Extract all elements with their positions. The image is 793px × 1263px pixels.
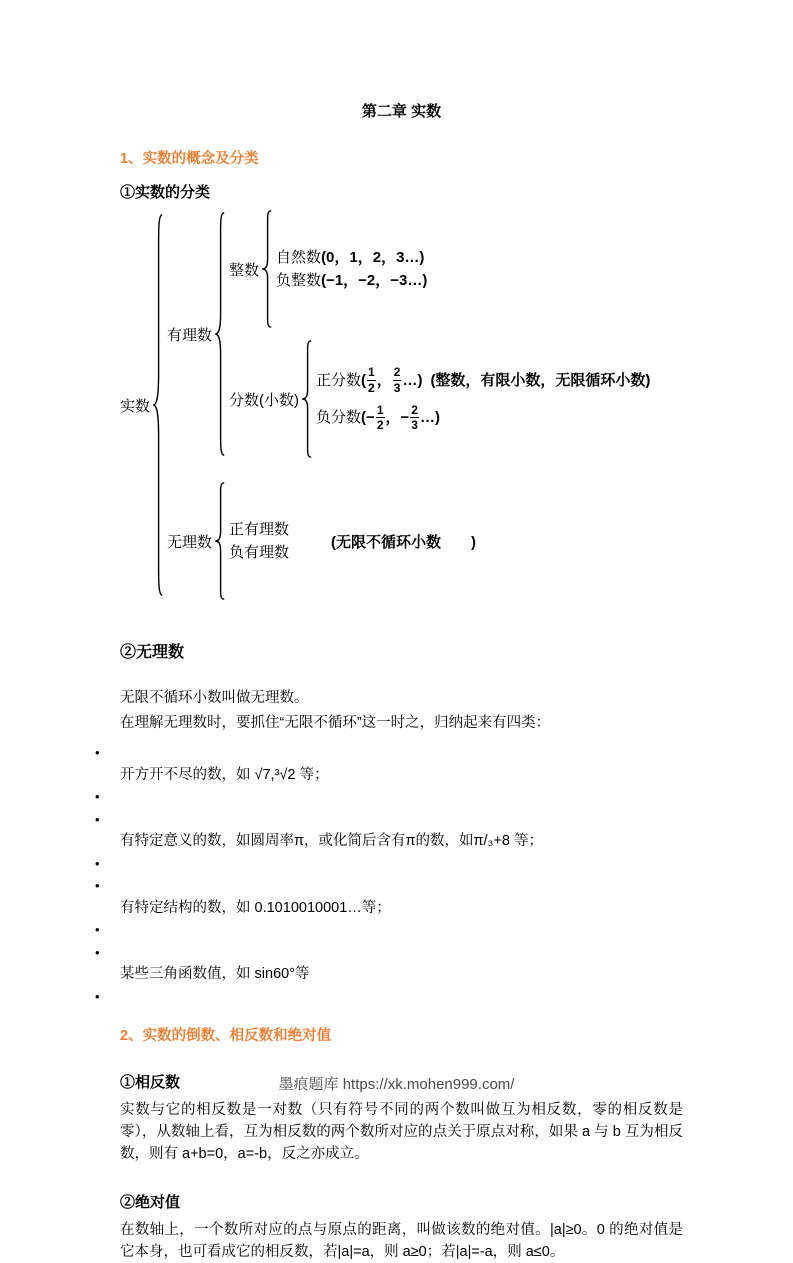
natural-numbers-line	[276, 247, 427, 268]
fraction-label: 分数(小数)	[229, 391, 300, 409]
absolute-value-block	[120, 1191, 683, 1263]
negative-integers-values: (−1，−2，−3…)	[321, 272, 428, 289]
negative-fraction-line	[316, 400, 650, 436]
classification-diagram	[120, 209, 683, 601]
positive-fraction-line	[316, 362, 650, 398]
section2-heading: 2、实数的倒数、相反数和绝对值	[120, 1028, 332, 1044]
negative-fraction-label: 负分数	[316, 409, 362, 427]
irrational-definition: 无限不循环小数叫做无理数。	[120, 690, 309, 706]
brace-icon	[152, 209, 164, 601]
separator: ，	[376, 371, 392, 389]
irrational-intro: 在理解无理数时，要抓住“无限不循环”这一时之，归纳起来有四类：	[120, 715, 551, 731]
list-bullet-row	[95, 786, 683, 809]
list-item-text: 某些三角函数值，如 sin60°等	[120, 966, 310, 982]
section1-heading: 1、实数的概念及分类	[120, 151, 259, 167]
absolute-body: 在数轴上，一个数所对应的点与原点的距离，叫做该数的绝对值。|a|≥0。0 的绝对值是它本身，也可看成它的相反数，若|a|=a，则 a≥0；若|a|=-a，则 a≤0。	[120, 1222, 683, 1260]
list-bullet-row	[95, 875, 683, 898]
positive-irrational-line: 正有理数	[229, 521, 290, 538]
bullet-icon: •	[95, 988, 100, 1004]
bullet-icon: •	[95, 811, 100, 827]
integer-node	[229, 209, 650, 329]
irrational-subheading: ②无理数	[120, 644, 185, 661]
brace-icon	[214, 209, 226, 459]
real-number-label: 实数	[120, 397, 151, 415]
list-bullet-row	[95, 986, 683, 1009]
bullet-icon: •	[95, 855, 100, 871]
bullet-icon: •	[95, 878, 100, 893]
bullet-icon: •	[95, 789, 100, 804]
list-bullet-row	[95, 742, 683, 765]
list-bullet-row	[95, 919, 683, 942]
list-item	[120, 765, 683, 787]
fraction-one-half: $\frac{1}{2}$	[368, 365, 375, 395]
paren: …)	[402, 371, 423, 389]
absolute-subheading: ②绝对值	[120, 1194, 181, 1211]
opposite-subheading: ①相反数	[120, 1074, 181, 1091]
list-bullet-row	[95, 809, 683, 832]
natural-numbers-label: 自然数	[276, 249, 322, 266]
watermark-text: 墨痕题库 https://xk.mohen999.com/	[278, 1076, 515, 1093]
irrational-label: 无理数	[167, 533, 213, 551]
classification-subheading: ①实数的分类	[120, 184, 211, 201]
rational-label: 有理数	[167, 326, 213, 344]
real-number-node	[120, 209, 683, 601]
list-item-text: 有特定结构的数，如 0.1010010001…等；	[120, 899, 391, 916]
irrational-types-list	[95, 742, 683, 1008]
decimal-note: (整数，有限小数，无限循环小数)	[430, 371, 651, 389]
irrational-node	[167, 481, 650, 601]
page-title: 第二章 实数	[361, 103, 442, 120]
list-item	[120, 898, 683, 920]
paren: (	[361, 371, 367, 389]
separator: ，−	[385, 409, 410, 427]
negative-integers-label: 负整数	[276, 272, 322, 289]
irrational-note: (无限不循环小数 )	[331, 533, 477, 551]
bullet-icon: •	[95, 944, 100, 960]
bullet-icon: •	[95, 922, 100, 937]
paren: …)	[419, 409, 440, 427]
list-bullet-row	[95, 853, 683, 876]
fraction-neg-one-half: $\frac{1}{2}$	[376, 403, 384, 433]
integer-label: 整数	[229, 261, 260, 279]
positive-fraction-label: 正分数	[316, 371, 362, 389]
rational-node	[167, 209, 650, 459]
list-bullet-row	[95, 942, 683, 965]
negative-irrational-line: 负有理数	[229, 544, 290, 561]
brace-icon	[214, 481, 226, 601]
negative-integers-line	[276, 270, 427, 291]
natural-numbers-values: (0，1，2，3…)	[321, 249, 425, 266]
fraction-neg-two-thirds: $\frac{2}{3}$	[411, 403, 418, 433]
fraction-node	[229, 339, 650, 459]
brace-icon	[301, 339, 313, 459]
list-item	[120, 831, 683, 853]
bullet-icon: •	[95, 745, 100, 760]
watermark-footer	[0, 1073, 793, 1094]
list-item-text: 开方开不尽的数，如 √7,³√2 等；	[120, 766, 329, 783]
opposite-body: 实数与它的相反数是一对数（只有符号不同的两个数叫做互为相反数，零的相反数是零），从数轴上看，互为相反数的两个数所对应的点关于原点对称，如果 a 与 b 互为相反数，则有 a+b=0，a=-b，反之亦成立。	[120, 1102, 683, 1162]
list-item-text: 有特定意义的数，如圆周率π，或化简后含有π的数，如π/₃+8 等；	[120, 833, 544, 849]
brace-icon	[261, 209, 273, 329]
list-item	[120, 964, 683, 986]
paren: (−	[361, 409, 375, 427]
fraction-two-thirds: $\frac{2}{3}$	[393, 365, 401, 395]
